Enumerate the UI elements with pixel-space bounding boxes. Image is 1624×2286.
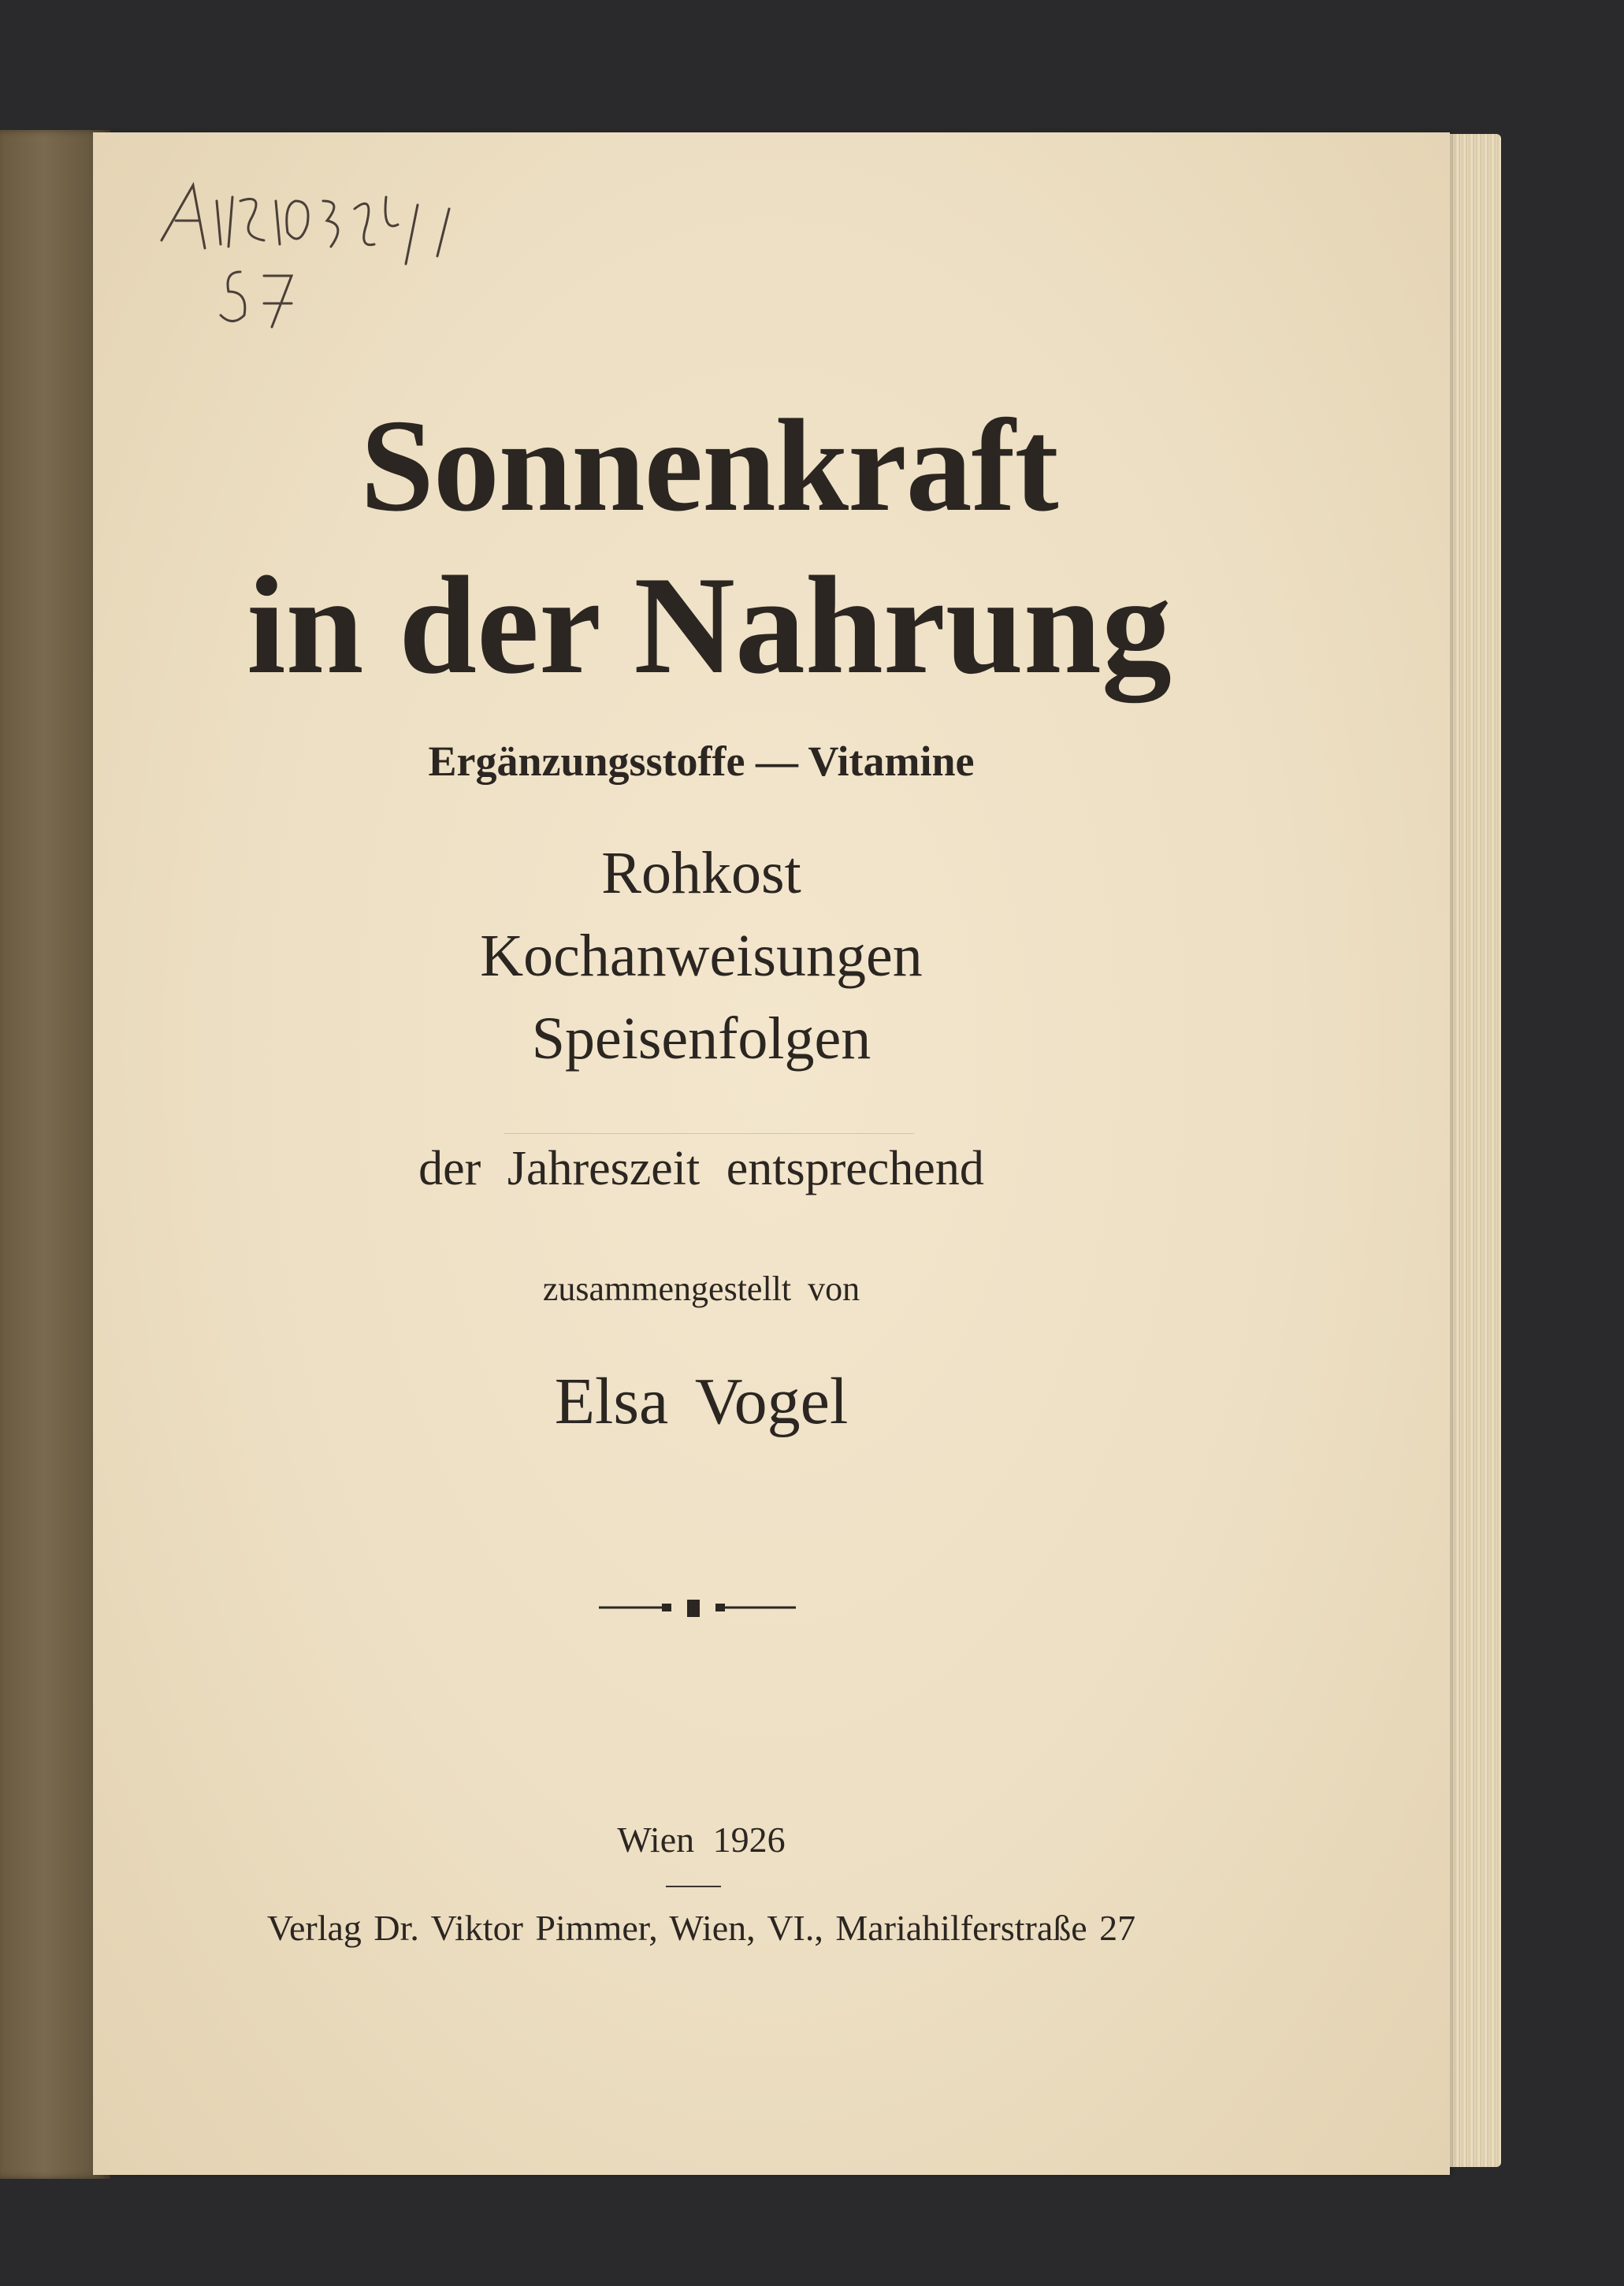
topic-rohkost: Rohkost	[601, 840, 801, 906]
compiled-by: zusammengestellt von	[542, 1269, 860, 1308]
ornament-divider-icon	[599, 1596, 796, 1619]
season-line: der Jahreszeit entsprechend	[418, 1142, 984, 1195]
publisher: Verlag Dr. Viktor Pimmer, Wien, VI., Mariahilferstraße 27	[266, 1908, 1136, 1948]
subtitle: Ergänzungsstoffe — Vitamine	[428, 738, 975, 785]
place-year: Wien 1926	[617, 1820, 786, 1860]
title-line-2: in der Nahrung	[247, 547, 1172, 703]
title-line-1: Sonnenkraft	[360, 392, 1058, 539]
author-name: Elsa Vogel	[554, 1365, 849, 1438]
topic-kochanweisungen: Kochanweisungen	[480, 923, 923, 989]
topic-speisenfolgen: Speisenfolgen	[531, 1005, 871, 1072]
faint-rule	[504, 1133, 914, 1134]
handwritten-shelfmark	[146, 177, 540, 335]
imprint-rule	[666, 1886, 721, 1887]
